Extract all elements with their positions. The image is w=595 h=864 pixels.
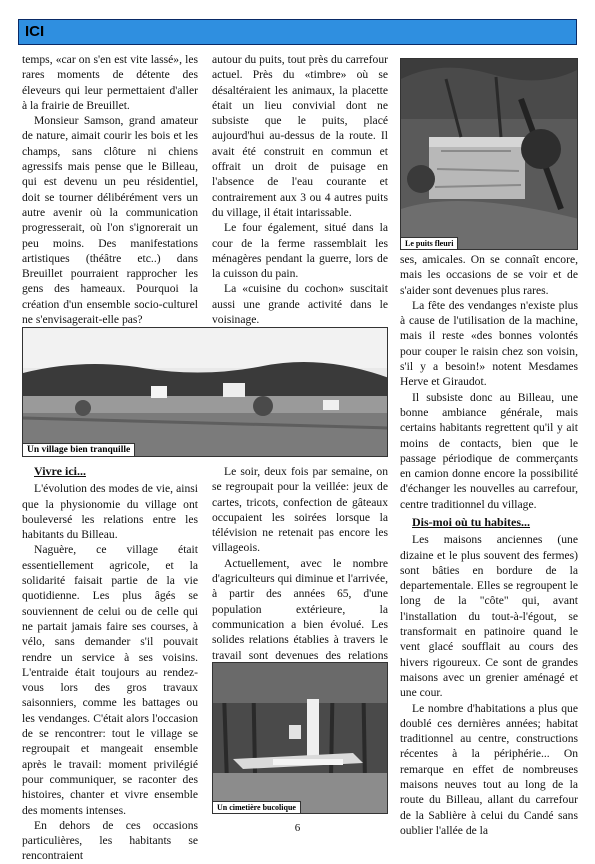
column-3-bottom [400,515,578,838]
cemetery-photo [212,662,388,814]
column-1-top [22,52,198,327]
paragraph: La fête des vendanges n'existe plus à cause de l'utilisation de la machine, mais il reste «des bonnes volontés pour couper le raisin chez son voisin, s'il y a besoin!» notent Mesdames Herve et Giraudot. [400,298,578,389]
paragraph: Le four également, situé dans la cour de la ferme rassemblait les ménagères pendant la guerre, lors de la cuisson du pain. [212,221,388,281]
paragraph: temps, «car on s'en est vite lassé», les rares moments de détente des éleveurs qui leur permettaient d'aller à la frairie de Breuillet. [22,53,198,112]
paragraph: L'évolution des modes de vie, ainsi que la physionomie du village ont bouleversé les relations entre les habitants du Billeau. [22,482,198,542]
village-photo [22,327,388,457]
village-photo-caption: Un village bien tranquille [23,443,135,456]
column-1-bottom [22,464,198,864]
paragraph: Actuellement, avec le nombre d'agriculteurs qui diminue et l'arrivée, à partir des années 65, d'une population extérieure, la communication a bien évolué. Les solides relations établies à travers le travail sont devenues des relations [212,556,388,662]
cemetery-photo-caption: Un cimetière bucolique [213,801,301,813]
page-number: 6 [294,822,301,834]
column-3-top [400,252,578,512]
paragraph: Naguère, ce village était essentiellement agricole, et la solidarité faisait partie de la vie quotidienne. Les plus âgés se souviennent de celui ou de celle qui ne partait jamais faire ses courses, à vélo, sans demander s'il pouvait rendre un service à ses voisins. L'entraide était toujours au rendez-vous lors des gros travaux saisonniers, comme les battages ou les vendanges. C'était alors l'occasion de se rencontrer: tout le village se regroupait et mangeait ensemble après le travail: moment privilégié pour communiquer, se raconter des histoires, chanter et vivre ensemble des moments intenses. [22,543,198,817]
well-photo-caption: Le puits fleuri [401,237,458,249]
paragraph: Monsieur Samson, grand amateur de nature, aimait courir les bois et les champs, sans clôture ni chiens agressifs mais pense que le Billeau, qui est devenu un peu résidentiel, doit se tourner délibérément vers un autre avenir où la communication progresserait, où l'on s'ignorerait un peu moins. Des manifestations artistiques (théâtre etc..) dans Breuillet pourraient rapprocher les gens des hameaux. Pourquoi la création d'un ensemble socio-culturel ne s'envisagerait-elle pas? [22,114,198,327]
column-2-top [212,52,388,327]
section-heading-dis-moi: Dis-moi où tu habites... [412,515,531,529]
paragraph: La «cuisine du cochon» suscitait aussi une grande activité dans le voisinage. [212,282,388,327]
paragraph: Les maisons anciennes (une dizaine et le plus souvent des fermes) sont bâties en bordure de la departementale. Elles se regroupent le long de la "côte" qui, avant l'installation du tout-à-l'égout, se transformait en patinoire quand le vent glacé soufflait au cours des hivers rigoureux. Ce sont de grandes maisons avec un grenier aménagé et une cour. [400,533,578,700]
well-image [401,59,578,250]
cemetery-image [213,663,388,814]
paragraph: Le soir, deux fois par semaine, on se regroupait pour la veillée: jeux de cartes, tricots, confection de gâteaux occupaient les soirées lorsque la télévision ne retenait pas encore les villageois. [212,465,388,555]
section-header-bar [18,19,577,45]
paragraph: autour du puits, tout près du carrefour actuel. Près du «timbre» où se désaltéraient les animaux, la placette était un lieu convivial dont ne subsiste que le puits, placé aujourd'hui au-dessus de la route. Il avait été construit en commun et offrait un droit de puisage en l'absence de l'eau courante et contrairement aux 3 ou 4 autres puits du village, il était intarissable. [212,53,388,219]
well-photo [400,58,578,250]
paragraph: En dehors de ces occasions particulières, les habitants se rencontraient [22,818,198,863]
paragraph: Il subsiste donc au Billeau, une bonne ambiance générale, mais certains habitants regrettent qu'il y ait moins de contacts, bien que le passage périodique de commerçants en camion donne encore la possibilité d'échanger les nouvelles au carrefour, centre traditionnel du village. [400,390,578,511]
paragraph: ses, amicales. On se connaît encore, mais les occasions de se voir et de s'aider sont devenues plus rares. [400,253,578,297]
column-2-bottom [212,464,388,678]
paragraph: Le nombre d'habitations a plus que doublé ces dernières années; habitat traditionnel au centre, constructions récentes à la périphérie... On remarque en effet de nombreuses maisons neuves tout au long de la route du Billeau, allant du carrefour de la Sablière à celui du Candé sans oublier l'allée de la [400,701,578,837]
section-title: ICI [25,23,45,40]
village-image [23,328,388,457]
section-heading-vivre-ici: Vivre ici... [34,464,86,478]
